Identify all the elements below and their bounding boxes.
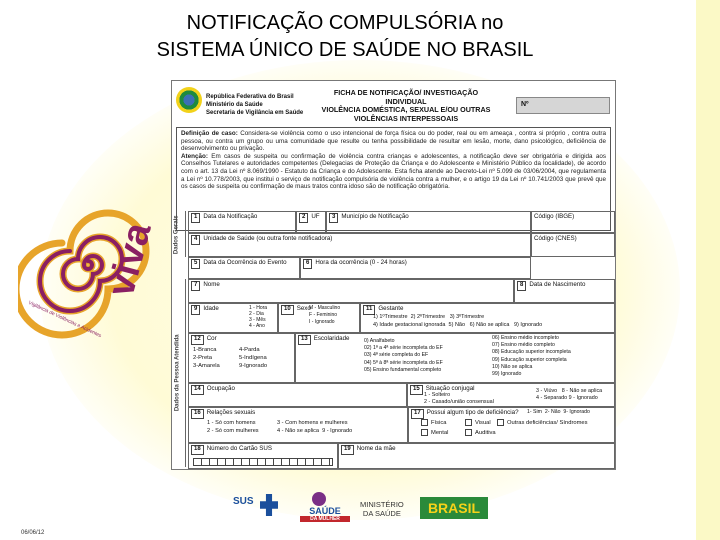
sex-option[interactable]: F - Feminino xyxy=(309,312,338,318)
form-title-line: FICHA DE NOTIFICAÇÃO/ INVESTIGAÇÃO xyxy=(333,88,479,97)
schooling-option[interactable]: 04) 5ª à 8ª série incompleta do EF xyxy=(364,359,443,366)
field-pregnant[interactable]: 11 Gestante 1) 1ºTrimestre 2) 2ºTrimestre 3) 3ºTrimestre 4) Idade gestacional ignorada 5) Não 6) Não se aplica 9) Ignorado xyxy=(360,303,615,333)
field-label: UF xyxy=(311,213,320,220)
field-uf[interactable]: 2 UF xyxy=(296,211,326,233)
saude-logo-line-2: DA MULHER xyxy=(300,516,350,522)
field-birth-date[interactable]: 8 Data de Nascimento xyxy=(514,279,615,303)
marital-option[interactable]: 8 - Não se aplica xyxy=(561,388,603,394)
field-name[interactable]: 7 Nome xyxy=(188,279,514,303)
sex-option[interactable]: I - Ignorado xyxy=(309,319,335,325)
marital-option[interactable]: 9 - Ignorado xyxy=(568,395,598,401)
field-schooling[interactable]: 13 Escolaridade 0) Analfabeto 02) 1ª a 4ª série incompleta do EF 03) 4ª série completa do EF 04) 5ª à 8ª série incompleta do EF 05) Ensino fundamental completo 06) Ensino médio incompleto 07) Ensino médio completo 08) Educação superior incompleta 09) Educação superior completa 10) Não se aplica 99) Ignorado xyxy=(295,333,615,383)
form-title-line: VIOLÊNCIA DOMÉSTICA, SEXUAL E/OU OUTRAS xyxy=(321,105,491,114)
schooling-options-right xyxy=(492,335,571,378)
form-title-line: INDIVIDUAL xyxy=(385,96,427,106)
field-marital-status[interactable]: 15 Situação conjugal 1 - Solteiro 2 - Casado/união consensual 3 - Viúvo 8 - Não se aplica 4 - Separado 9 - Ignorado xyxy=(407,383,615,407)
field-label: Número do Cartão SUS xyxy=(206,445,273,452)
pregnant-option[interactable]: 2) 2ºTrimestre xyxy=(410,314,446,320)
field-label: Cor xyxy=(206,335,217,342)
schooling-option[interactable]: 09) Educação superior completa xyxy=(492,356,567,363)
form-number-label: Nº xyxy=(521,101,529,108)
race-option[interactable]: 5-Indígena xyxy=(239,355,267,361)
pregnant-option[interactable]: 6) Não se aplica xyxy=(469,322,510,328)
race-option[interactable]: 1-Branca xyxy=(193,347,217,353)
ministerio-line-1: MINISTÉRIO xyxy=(360,500,404,509)
schooling-option[interactable]: 07) Ensino médio completo xyxy=(492,342,555,349)
agency-line: República Federativa do Brasil xyxy=(206,94,294,100)
schooling-option[interactable]: 10) Não se aplica xyxy=(492,363,533,370)
marital-option[interactable]: 4 - Separado xyxy=(536,395,568,401)
field-age[interactable]: 9 Idade 1 - Hora 2 - Dia 3 - Mês 4 - Ano xyxy=(188,303,278,333)
schooling-option[interactable]: 0) Analfabeto xyxy=(364,338,395,344)
field-cnes-code[interactable] xyxy=(531,233,615,257)
right-accent-bar xyxy=(696,0,720,540)
race-option[interactable]: 9-Ignorado xyxy=(239,363,268,369)
schooling-option[interactable]: 03) 4ª série completa do EF xyxy=(364,352,429,359)
marital-options-left xyxy=(424,392,494,406)
field-sus-card[interactable]: 18 Número do Cartão SUS xyxy=(188,443,338,469)
field-occupation[interactable]: 14 Ocupação xyxy=(188,383,407,407)
race-option[interactable]: 3-Amarela xyxy=(193,363,220,369)
section-general-side xyxy=(172,211,186,257)
attention-text: Em casos de suspeita ou confirmação de violência contra crianças e adolescentes, a notificação deve ser obrigatória e dirigida aos Conselhos Tutelares e autoridades competentes (Delegacias de Proteção da Criança e do Adolescente e Ministério Público da localidade), de acordo com o art. 13 da Lei nº 8.069/1990 - Estatuto da Criança e do Adolescente. Esta ficha atende ao Decreto-Lei nº 5.099 de 03/06/2004, que regulamenta a Lei nº 10.778/2003, que institui o serviço de notificação compulsória de violência contra a mulher, e o artigo 19 da Lei nº 10.741/2003 que prevê que os casos de suspeita ou confirmação de maus tratos contra idoso são de notificação obrigatória. xyxy=(181,152,606,191)
race-options-left xyxy=(193,346,220,370)
form-number-box[interactable] xyxy=(516,97,610,114)
field-race[interactable]: 12 Cor 1-Branca 2-Preta 3-Amarela 4-Parda 5-Indígena 9-Ignorado xyxy=(188,333,295,383)
field-label: Escolaridade xyxy=(313,335,350,342)
viva-logo-text: viva xyxy=(100,218,160,301)
age-options xyxy=(249,305,267,329)
race-options-right xyxy=(239,346,267,370)
definition-text: Considera-se violência como o uso intencional de força física ou do poder, real ou em ameaça , contra si próprio , contra outra pessoa, ou contra um grupo ou uma comunidade que resulte ou tenha possibilidade de resultar em lesão, morte, dano psicológico, deficiência de desenvolvimento ou privação. xyxy=(181,130,606,153)
field-label: Ocupação xyxy=(206,385,235,392)
pregnant-option[interactable]: 3) 3ºTrimestre xyxy=(449,314,485,320)
deficiency-answer-options xyxy=(527,409,590,417)
field-label: Possui algum tipo de deficiência? xyxy=(426,409,519,416)
attention-label: Atenção: xyxy=(181,152,208,160)
form-title xyxy=(318,89,494,123)
field-label: Unidade de Saúde (ou outra fonte notificadora) xyxy=(203,235,333,242)
deficiency-type: Visual xyxy=(475,420,491,426)
field-municipality[interactable]: 3 Município de Notificação xyxy=(326,211,531,233)
saude-da-mulher-logo xyxy=(298,496,352,522)
sus-card-digit-boxes[interactable] xyxy=(193,458,333,466)
marital-option[interactable]: 1 - Solteiro xyxy=(424,392,451,398)
deficiency-option[interactable]: 2- Não xyxy=(544,409,561,415)
deficiency-option[interactable]: 9- Ignorado xyxy=(563,409,590,415)
marital-options-right xyxy=(536,388,602,402)
schooling-option[interactable]: 06) Ensino médio incompleto xyxy=(492,335,559,341)
schooling-option[interactable]: 99) Ignorado xyxy=(492,371,522,378)
schooling-option[interactable]: 05) Ensino fundamental completo xyxy=(364,366,442,373)
marital-option[interactable]: 2 - Casado/união consensual xyxy=(424,399,494,405)
field-sex[interactable]: 10 Sexo M - Masculino F - Feminino I - Ignorado xyxy=(278,303,360,333)
woman-symbol-icon xyxy=(312,492,326,506)
field-label: Sexo xyxy=(296,305,311,312)
field-health-unit[interactable]: 4 Unidade de Saúde (ou outra fonte notificadora) xyxy=(188,233,531,257)
slide-date: 06/06/12 xyxy=(21,530,45,536)
age-option[interactable]: 4 - Ano xyxy=(249,323,265,329)
relations-option[interactable]: 3 - Com homens e mulheres xyxy=(277,420,348,426)
sus-logo-text: SUS xyxy=(233,496,254,507)
field-label: Código (CNES) xyxy=(534,235,577,242)
field-label: Data de Nascimento xyxy=(529,281,586,288)
checkbox-icon[interactable] xyxy=(465,429,472,436)
section-person-label: Dados da Pessoa Atendida xyxy=(174,334,181,412)
brazil-coat-of-arms-icon xyxy=(176,87,202,113)
field-label: Data da Notificação xyxy=(203,213,258,220)
viva-logo-tagline: Vigilância de Violências e Acidentes xyxy=(27,300,103,340)
field-event-date[interactable]: 5 Data da Ocorrência do Evento xyxy=(188,257,300,279)
field-deficiency[interactable]: 17 Possui algum tipo de deficiência? 1- Sim 2- Não 9- Ignorado Física Visual Outras deficiências/ Síndromes Mental Auditiva xyxy=(408,407,615,443)
pregnant-option[interactable]: 5) Não xyxy=(448,322,466,328)
race-option[interactable]: 2-Preta xyxy=(193,355,213,361)
ministerio-da-saude-logo xyxy=(360,500,404,518)
field-label: Nome da mãe xyxy=(356,445,396,452)
field-event-hour[interactable]: 6 Hora da ocorrência (0 - 24 horas) xyxy=(300,257,531,279)
deficiency-type: Física xyxy=(431,420,447,426)
sex-option[interactable]: M - Masculino xyxy=(309,305,341,311)
marital-option[interactable]: 3 - Viúvo xyxy=(536,388,558,394)
relations-options-left xyxy=(207,420,259,435)
field-mother-name[interactable]: 19 Nome da mãe xyxy=(338,443,615,469)
age-option[interactable]: 2 - Dia xyxy=(249,311,264,317)
agency-block xyxy=(206,93,303,117)
field-sexual-relations[interactable]: 16 Relações sexuais 1 - Só com homens 2 - Só com mulheres 3 - Com homens e mulheres 4 - Não se aplica 9 - Ignorado xyxy=(188,407,408,443)
age-option[interactable]: 1 - Hora xyxy=(249,305,268,311)
relations-option[interactable]: 1 - Só com homens xyxy=(207,420,256,426)
form-header xyxy=(172,81,615,129)
pregnant-option[interactable]: 1) 1ºTrimestre xyxy=(373,314,408,320)
relations-option[interactable]: 4 - Não se aplica xyxy=(277,427,319,434)
sex-options xyxy=(309,305,340,326)
checkbox-icon[interactable] xyxy=(421,429,428,436)
agency-line: Secretaria de Vigilância em Saúde xyxy=(206,110,304,116)
saude-logo-line-1: SAÚDE xyxy=(309,506,341,516)
schooling-options-left xyxy=(364,338,443,374)
field-label: Nome xyxy=(203,281,220,288)
deficiency-type: Mental xyxy=(431,430,449,436)
pregnant-option[interactable]: 4) Idade gestacional ignorada xyxy=(373,322,446,328)
relations-options-right xyxy=(277,420,352,435)
field-label: Situação conjugal xyxy=(425,385,475,392)
notification-form xyxy=(171,80,616,470)
checkbox-icon[interactable] xyxy=(465,419,472,426)
checkbox-icon[interactable] xyxy=(421,419,428,426)
section-person-side xyxy=(172,279,186,467)
field-label: Idade xyxy=(203,305,219,312)
deficiency-option[interactable]: 1- Sim xyxy=(527,409,542,415)
pregnant-option[interactable]: 9) Ignorado xyxy=(514,322,543,328)
schooling-option[interactable]: 08) Educação superior incompleta xyxy=(492,349,571,356)
field-label: Relações sexuais xyxy=(206,409,256,416)
field-label: Código (IBGE) xyxy=(534,213,575,220)
slide-title-line-2: SISTEMA ÚNICO DE SAÚDE NO BRASIL xyxy=(156,39,534,61)
schooling-option[interactable]: 02) 1ª a 4ª série incompleta do EF xyxy=(364,345,443,352)
field-label: Hora da ocorrência (0 - 24 horas) xyxy=(315,259,407,266)
checkbox-icon[interactable] xyxy=(497,419,504,426)
race-option[interactable]: 4-Parda xyxy=(239,347,260,353)
pregnant-options xyxy=(373,313,613,329)
deficiency-type: Auditiva xyxy=(475,430,496,436)
relations-option[interactable]: 2 - Só com mulheres xyxy=(207,427,259,434)
field-ibge-code[interactable] xyxy=(531,211,615,233)
form-title-line: VIOLÊNCIAS INTERPESSOAIS xyxy=(353,113,459,123)
ministerio-line-2: DA SAÚDE xyxy=(362,509,401,518)
deficiency-types xyxy=(421,418,588,438)
age-option[interactable]: 3 - Mês xyxy=(249,317,266,323)
deficiency-type: Outras deficiências/ Síndromes xyxy=(507,420,588,426)
field-notification-date[interactable]: 1 Data da Notificação xyxy=(188,211,296,233)
section-general-label: Dados Gerais xyxy=(173,215,180,255)
relations-option[interactable]: 9 - Ignorado xyxy=(322,427,353,434)
brasil-government-logo: BRASIL xyxy=(420,497,488,519)
slide-title-line-1: NOTIFICAÇÃO COMPULSÓRIA no xyxy=(186,12,504,34)
field-label: Município de Notificação xyxy=(341,213,409,220)
field-label: Gestante xyxy=(378,305,404,312)
definition-label: Definição de caso: xyxy=(181,130,238,137)
field-label: Data da Ocorrência do Evento xyxy=(203,259,287,266)
agency-line: Ministério da Saúde xyxy=(206,102,263,108)
